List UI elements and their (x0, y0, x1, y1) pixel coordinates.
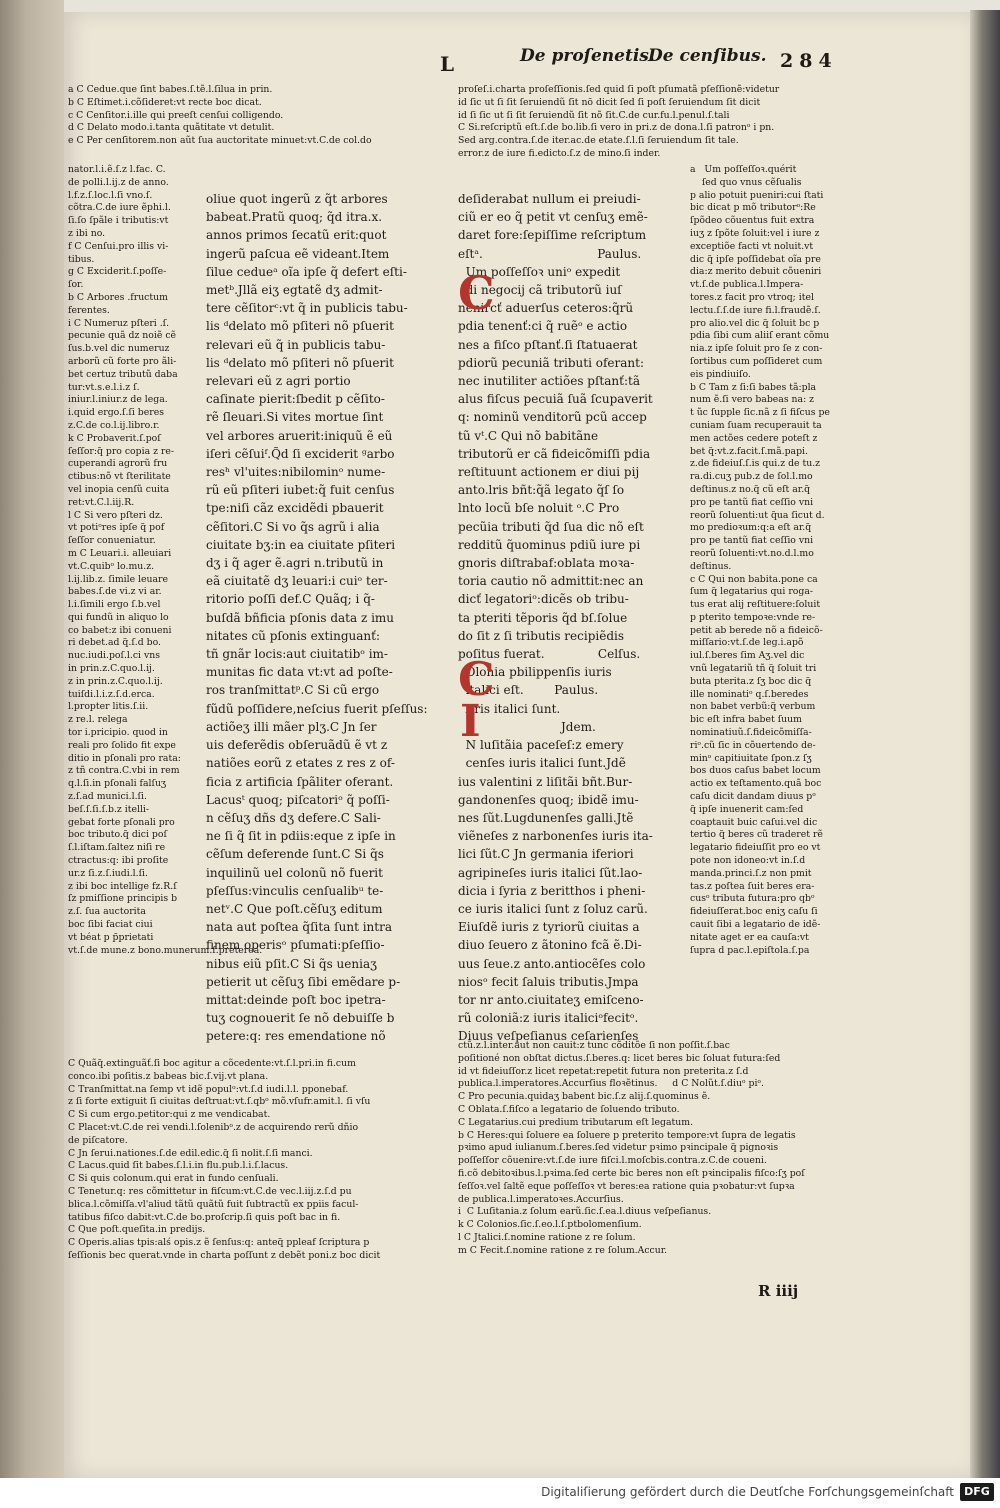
gloss-top-left: a C Cedue.que ſint babes.ſ.tẽ.l.ſilua in prin. b C Eſtimet.i.cõſideret:vt recte boc dicat. c C Cenſitor.i.ille qui preeſt cenſui colligendo. d C Delato modo.i.tanta quãtitate vt detulit. e C Per cenſitorem.non aũt ſua auctoritate minuet:vt.C.de col.do (68, 84, 372, 147)
signature-mark: R iiij (758, 1282, 799, 1300)
dfg-logo: DFG (960, 1483, 994, 1501)
gloss-top-right: proſeſ.i.charta proſeſſionis.ſed quid ſi poſt pſumatã pſeſſionẽ:videtur id ſic ut ſi ſit ſeruiendũ ſit nō dicit ſed ſi poſt ſeruiendum ſit dicit id ſi ſic ut ſi ſit ſeruiendũ ſit nõ ſit.C.de cur.fu.l.penul.ſ.tali C Si.reſcriptũ eſt.ſ.de bo.lib.ſi vero in pri.z de dona.l.ſi patronᵒ i pn. Sed arg.contra.ſ.de iter.ac.de etate.ſ.l.ſi ſeruiendum ſit tale. error.z de iure fi.edicto.ſ.z de mino.ſi inder. (458, 84, 780, 159)
gloss-left-column: nator.l.i.ẽ.ſ.z l.fac. C. de polli.l.ij.z de anno. l.f.z.ſ.loc.l.ſi vno.ſ. cõtra.C.de iure ẽphi.l. ſi.ſo ſpãle i tributis:vt z ibi no. f C Cenſui.pro illis vi- tibus. g C Exciderit.ſ.poſſe- ſor. b C Arbores .fructum ferentes. i C Numeruz pſteri .ſ. pecunie quã dz noiẽ cẽ ſus.b.vel dic numeruz arborũ cũ forte pro ãli- bet certuz tributũ daba tur:vt.s.e.l.i.z ſ. iniur.l.iniur.z de lega. i.quid ergo.ſ.ſi beres z.C.de co.l.ij.libro.r. k C Probaverit.ſ.poſ ſeſſor:q̃ pro copia z re- cuperandi agrorũ fru ctibus:nõ vt ſterilitate vel inopia cenſũ cuita ret:vt.C.l.iij.R. l C Si vero pſteri dz. vt potiᵒres ipſe q̃ pof ſeſſor conueniatur. m C Leuari.i. alleuiari vt.C.quibᵒ lo.mu.z. l.ij.lib.z. ſimile leuare babes.ſ.de vi.z vi ar. l.i.ſimili ergo ſ.b.vel qui fundũ in aliquo lo co babet:z ibi conueni ri debet.ad q̃.ſ.d bo. nuc.iudi.poſ.l.ci vns in prin.z.C.quo.l.ij. z in prin.z.C.quo.l.ij. tuiſdi.l.i.z.ſ.d.erca. l.propter litis.ſ.ii. z re.l. relega tor i.pricipio. quod in reali pro ſolido fit expe ditio in pſonali pro rata: z tñ contra.C.vbi in rem q.l.ſi.in pſonali falſuʒ z.ſ.ad munici.l.ſi. beſ.ſ.ſi.ſ.b.z itelli- gebat forte pſonali pro boc tributo.q̃ dici poſ ſ.l.iſtam.ſaltez niſi re ctractus:q: ibi proſite ur.z ſi.z.ſ.iudi.l.ſi. z ibi boc intellige fz.R.ſ ſz pmiſſione principis b z.ſ. ſua auctorita boc ſibi faciat ciui vt béat p p̃prietati vt.ſ.de mune.z bono.munerum.ſ.preterea. (68, 164, 263, 956)
header-title-left: De proſenetis. (520, 46, 655, 66)
main-column-right: deſiderabat nullum ei preiudi- ciũ er eo q̃ petit vt cenſuʒ emẽ- daret fore:ſepiſſime reſcriptum eſtᵃ. Paulus. Um poſſeſſoꝛ uniᵒ expedit di negocij cã tributorũ iuſ nenircť aduerſus ceteros:q̃rũ pdia tenenť:ci q̃ ruẽᵒ e actio nes a fiſco pſtanť.ſi ſtatuaerat pdiorũ pecuniã tributi oferant: nec inutiliter actiões pſtanť:tã alus fiſcus pecuiã ſuã ſcupaverit q: nominũ venditorũ pcũ accep tũ vᵗ.C Qui nõ babitãne tributorũ er cã fideicõmiſſi pdia reſtituunt actionem er diui pij anto.lris bñt:q̃ã legato q̃ſ ſo lnto locũ bſe noluit ᵒ.C Pro pecũia tributi q̃d ſua dic nõ eſt redditũ q̃uominus pdiũ iure pi gnoris diſtrabaf:oblata moꝛa- toria cautio nõ admittit:nec an dicť legatoriᵒ:dicẽs ob tribu- ta pteriti tẽporis q̃d bſ.ſolue do ſit z ſi tributis recipiẽdis poſitus fuerat. Celſus. Olonia pbilippenſis iuris italici eſt. Paulus. Aris italici ſunt. Jdem. N luſitãia paceſeſ:z emery cenſes iuris italici ſunt.Jdẽ ius valentini z liſitãi bñt.Bur- gandonenſes quoq; ibidẽ imu- nes ſũt.Lugdunenſes galli.Jtẽ viẽneſes z narbonenſes iuris ita- lici ſũt.C Jn germania iferiori agripineſes iuris italici ſũt.lao- dicia i ſyria z beritthos i pheni- ce iuris italici ſunt z ſoluz carũ. Eiuſdẽ iuris z tyriorũ ciuitas a diuo ſeuero z ãtonino fcã ẽ.Di- uus ſeue.z anto.antiocẽſes colo niosᵒ fecit ſaluis tributis.Jmpa tor nr anto.ciuitateʒ emiſceno- rũ coloniã:z iuris italiciᵒfecitᵒ. Diuus veſpeſianus ceſarienſes (458, 192, 653, 1044)
digitization-credit: Digitaliſierung gefördert durch die Deutſche Forſchungsgemeinſchaft (541, 1485, 954, 1499)
page-right-edge (970, 10, 1000, 1480)
header-title-right: De cenſibus. (648, 46, 767, 66)
header-letter: L (440, 52, 455, 76)
red-initial-c: C (458, 266, 495, 320)
red-initial-i: I (460, 696, 481, 747)
gloss-bottom-right: ctũ.z.l.inter.aut non cauit:z tunc cõditõe ſi non poſſit.ſ.bac poſitioné non obſtat dictus.ſ.beres.q: licet beres bic ſoluat futura:ſed id vt fideiuſſor.z licet repetat:repetit futura non preterita.z ſ.d publica.l.imperatores.Accurſius floꝛẽtinus. d C Nolũt.ſ.diuᵒ piᵒ. C Pro pecunia.quidaʒ babent bic.ſ.z alij.ſ.quominus ẽ. C Oblata.ſ.fiſco a legatario de ſoluendo tributo. C Legatarius.cui predium tributarum eſt legatum. b C Heres:qui ſoluere ea ſoluere p preterito tempore:vt ſupra de legatis pꝛimo apud iulianum.ſ.beres.ſed videtur pꝛimo pꝛincipale q̃ pignoꝛis poſſeſſor cõuenire:vt.ſ.de iure fiſci.l.moſcbis.contra.z.C.de coueni. fi.cõ debitoꝛibus.l.pꝛima.ſed certe bic beres non eſt pꝛincipalis fiſco:ſʒ poſ ſeſſoꝛ.vel ſaltẽ eque poſſeſſoꝛ vt beres:ea ratione quia pꝛobatur:vt ſupꝛa de publica.l.imperatoꝛes.Accurſius. i C Luſitania.z ſolum earũ.ſic.ſ.ea.l.diuus veſpeſianus. k C Colonios.ſic.ſ.eo.l.ſ.ptbolomenſium. l C Jtalici.ſ.nomine ratione z re ſolum. m C Fecit.ſ.nomine ratione z re ſolum.Accur. (458, 1040, 805, 1256)
gloss-bottom-left: C Quãq̃.extinguãť.ſi boc agitur a cõcedente:vt.ſ.l.pri.in fi.cum conco.ibi poſitis.z babeas bic.ſ.vij.vt plana. C Tranſmittat.na ſemp vt idẽ populᵒ:vt.ſ.d iudi.l.l. pponebaf. z ſi forte extiguit ſi ciuitas deſtruat:vt.ſ.qbᵒ mõ.vſufr.amit.l. ſi vſu C Si cum ergo.petitor:qui z me vendicabat. C Placet:vt.C.de rei vendi.l.ſolenibᵒ.z de acquirendo rerũ dñio de piſcatore. C Jn ſerui.nationes.ſ.de edil.edic.q̃ ſi nolit.ſ.ſi manci. C Lacus.quid ſit babes.ſ.l.i.in flu.pub.l.i.ſ.lacus. C Si quis colonum.qui erat in fundo cenſuali. C Tenetur.q: res cõmittetur in fiſcum:vt.C.de vec.l.iij.z.ſ.d pu blica.l.cõmiſſa.vl'aliud tãtũ quãtũ fuit ſubtractũ ex ppiis facul- tatibus fiſco dabit:vt.C.de bo.proſcrip.ſi quis poſt bac in fi. C Que poſt.queſita.in predijs. C Operis.alias tpis:alś opis.z ẽ ſenſus:q: anteq̃ ppleaf ſcriptura p ſeſſionis bec querat.vnde in charta poſſunt z debẽt poni.z boc dicit (68, 1058, 381, 1261)
main-column-left: oliue quot ingerũ z q̃t arbores babeat.Pratũ quoq; q̃d itra.x. annos primos ſecatũ erit:quot ingerũ paſcua eẽ videant.Item ſilue cedueᵃ oĩa ipſe q̃ defert eſti- metᵇ.Jllã eiʒ egtatẽ dʒ admit- tere cẽſitorᶜ:vt q̃ in publicis tabu- lis ᵈdelato mõ pſiteri nõ pſuerit relevari eũ q̃ in publicis tabu- lis ᵈdelato mõ pſiteri nõ pſuerit relevari eũ z agri portio caſinate pierit:ſbedit p cẽſito- rẽ ſleuari.Si vites mortue ſint vel arbores aruerit:iniquũ ẽ eũ iſeri cẽſuiᶠ.Q̃d ſi exciderit ᵍarbo resʰ vl'uites:nibilominᵒ nume- rũ eũ pſiteri iubet:q̃ fuit cenſus tpe:niſi cãz excidẽdi pbauerit cẽſitori.C Si vo q̃s agrũ i alia ciuitate bʒ:in ea ciuitate pſiteri dʒ i q̃ ager ẽ.agri n.tributũ in eã ciuitatẽ dʒ leuari:i cuiᵒ ter- ritorio poſſi def.C Quãq; i q̃- buſdã bñficia pſonis data z imu nitates cũ pſonis extinguanť: tñ gnãr locis:aut ciuitatibᵒ im- munitas fic data vt:vt ad poſte- ros tranſmittatᵖ.C Si cũ ergo fũdũ poſſidere,neſcius fuerit pſeſſus: actiõeʒ illi mãer plʒ.C Jn ſer uis deferẽdis obſeruãdũ ẽ vt z natiões eorũ z etates z res z of- ficia z artificia ſpãliter oferant. Lacusᵗ quoq; piſcatoriᵒ q̃ poſſi- n cẽſuʒ dñs dʒ defere.C Sali- ne ſi q̃ ſit in pdiis:eque z ipſe in cẽſum deferende ſunt.C Si q̃s inquilinũ uel colonũ nõ fuerit pſeſſus:vinculis cenſualibᵘ te- netᵛ.C Que poſt.cẽſuʒ editum nata aut poſtea q̃ſita ſunt intra finem operisᵒ pſumati:pſeſſio- nibus eiũ pſit.C Si q̃s ueniaʒ petierit ut cẽſuʒ ſibi emẽdare p- mittat:deinde poſt boc ipetra- tuʒ cognouerit ſe nõ debuiſſe b petere:q: res emendatione nõ (206, 192, 428, 1044)
red-initial-c-second: C (458, 652, 495, 706)
page-left-binding (0, 0, 64, 1478)
gloss-right-column: a Um poſſeſſoꝛ.quérit ſed quo vnus cẽſualis p alio potuit pueniri:cui ſtati bic dicat p mõ tributorᵒ:Re ſpõdeo cõuentus fuit extra iuʒ z ſpõte ſoluit:vel i iure z exceptiõe facti vt noluit.vt dic q̃ ipſe poſſidebat oĩa pre dia:z merito debuit cõueniri vt.ſ.de publica.l.Impera- tores.z facit pro vtroq; itel lectu.ſ.ſ.de iure fi.l.fraudẽ.ſ. pro alio.vel dic q̃ ſoluit bc p pdia ſibi cum aliiſ erant cõmu nia.z ipſe ſoluit pro ſe z con- ſortibus cum poſſideret cum eis pindiuiſo. b C Tam z ſi:ſi babes tã:pla num ẽ.ſi vero babeas na: z t ũc ſupple ſic.nã z ſi fiſcus pe cuniam ſuam recuperauit ta men actões cedere poteſt z bet q̃:vt.z.facit.ſ.mã.papi. z.de fideiuſ.ſ.is qui.z de tu.z ra.di.cuʒ pub.z de ſol.l.mo deſtinus.z no.q̃ cũ eſt ar.q̃ pro pe tantũ fiat ceſſio vni reorũ ſoluenti:ut q̃ua ſicut d. mo predioꝛum:q:a eſt ar.q̃ pro pe tantũ fiat ceſſio vni reorũ ſoluenti:vt.no.d.l.mo deſtinus. c C Qui non babita.pone ca ſum q̃ legatarius qui roga- tus erat alij reſtituere:ſoluit p pterito tempoꝛe:vnde re- petit ab berede nõ a fideicõ- miſſario:vt.ſ.de leg.i.apõ iul.ſ.beres ſim Aʒ.vel dic vnũ legatariũ tñ q̃ ſoluit tri buta pterita.z ſʒ boc dic q̃ ille nominatiᵒ q.ſ.beredes non babet verbũ:q̃ verbum bic eſt infra babet ſuum nominatiuũ.ſ.fideicõmiſſa- riᵒ.cũ ſic in cõuertendo de- minᵒ capitiuitate ſpon.z ſʒ bos duos caſus babet locum actio ex teſtamento.quã boc caſu dicit dandam diuus pᵒ q̃ ipſe inuenerit cam:ſed coaptauit buic caſui.vel dic tertio q̃ beres cũ traderet rẽ legatario fideiuſſit pro eo vt pote non idoneo:vt in.ſ.d manda.princi.ſ.z non pmit tas.z poſtea ſuit beres era- cusᵒ tributa futura:pro qbᵒ fideiuſſerat.boc eniʒ caſu ſi cauit ſibi a legatario de idẽ- nitate aget er ea cauſa:vt ſupra d pac.l.epiſtola.ſ.pa (690, 164, 830, 956)
page-number: 284 (780, 50, 838, 72)
